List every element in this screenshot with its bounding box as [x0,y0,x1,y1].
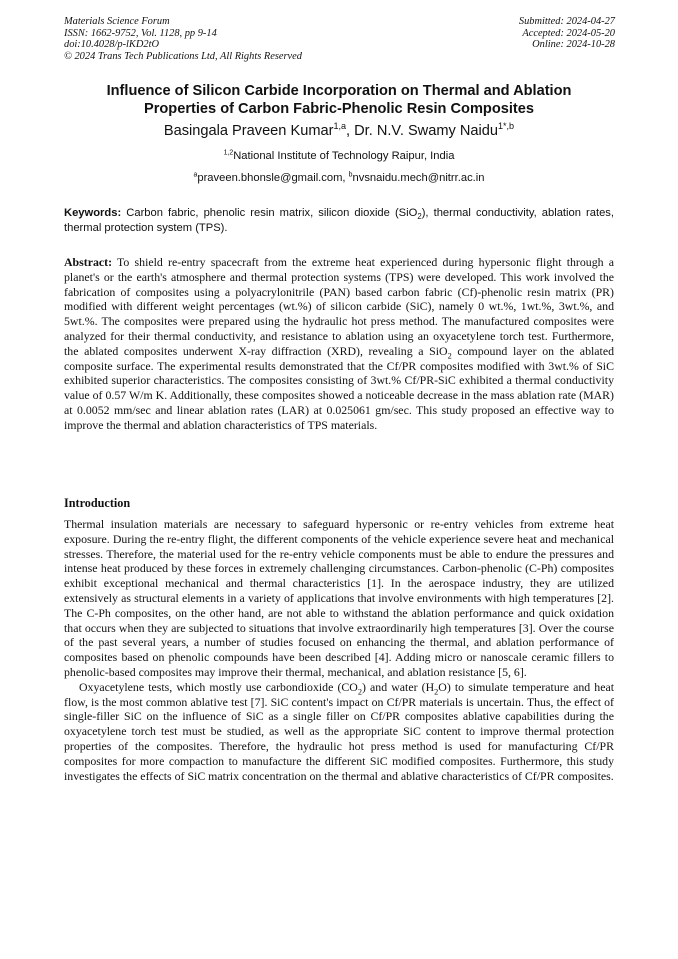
abstract-label: Abstract: [64,255,113,269]
intro-p2-text-b: ) and water (H [361,679,435,694]
author-emails [40,172,638,185]
email-a-mark: a [193,171,198,179]
author-1-affil-mark: 1,a [333,121,347,132]
journal-name: Materials Science Forum [64,16,170,27]
affiliation-mark: 1,2 [223,149,234,157]
intro-p2-text-c: O) to simulate temperature and heat flow, is the most common ablative test [7]. SiC content's impact on Cf/PR materials is uncertain. Thus, the effect of single-filler SiC on the influence of SiC as a single filler on Cf/PR composites ablative capabilities during the oxyacetylene torch test must be studied, as well as the appropriate SiC content to improve thermal protection properties of the composites. Therefore, the hydraulic hot press method is used for manufacturing Cf/PR composites for more compaction to manufacture the different SiC modified composites. Furthermore, this study investigates the effects of SiC matrix concentration on the thermal and ablative characteristics of Cf/PR composites. [64,679,614,783]
abstract-section [64,255,614,433]
author-2-affil-mark: 1*,b [497,121,515,132]
email-a[interactable]: praveen.bhonsle@gmail.com, [197,172,349,184]
email-b[interactable]: nvsnaidu.mech@nitrr.ac.in [352,172,485,184]
abstract-subscript: 2 [447,351,452,361]
keywords-label: Keywords: [64,207,122,219]
keywords-text-1: Carbon fabric, phenolic resin matrix, silicon dioxide (SiO [121,207,418,219]
author-list [40,123,638,140]
author-1: Basingala Praveen Kumar [163,123,334,139]
abstract-text-1: To shield re-entry spacecraft from the extreme heat experienced during hypersonic flight through a planet's or the earth's atmosphere and thermal protection systems (TPS) were developed. This work involved the fabrication of composites using a polyacrylonitrile (PAN) based carbon fabric (Cf)-phenolic resin matrix (PR) modified with different weight percentages (wt.%) of silicon carbide (SiC), namely 0 wt.%, 1wt.%, 3wt.%, and 5wt.%. The composites were prepared using the hydraulic hot press method. The manufactured composites were analyzed for their thermal conductivity, and resistance to ablation using an oxyacetylene torch test. Furthermore, the ablated composites underwent X-ray diffraction (XRD), revealing a SiO [64,255,614,358]
keywords-section [64,206,614,235]
title-line-2: Properties of Carbon Fabric-Phenolic Resin Composites [143,100,535,117]
email-b-mark: b [348,171,353,179]
title-line-1: Influence of Silicon Carbide Incorporation on Thermal and Ablation [106,83,572,99]
online-date: Online: 2024-10-28 [532,39,615,51]
introduction-heading: Introduction [64,496,131,510]
publication-dates [519,16,615,51]
doi[interactable]: doi:10.4028/p-lKD2tO [64,39,159,51]
keywords-subscript: 2 [417,212,422,222]
intro-p2-subscript-1: 2 [357,687,362,697]
paper-title [40,83,638,118]
copyright: © 2024 Trans Tech Publications Ltd, All Rights Reserved [64,50,302,62]
intro-paragraph-2 [64,680,614,784]
submitted-date: Submitted: 2024-04-27 [518,16,615,27]
issn-volume: ISSN: 1662-9752, Vol. 1128, pp 9-14 [64,27,217,39]
intro-p2-text-a: Oxyacetylene tests, which mostly use carbondioxide (CO [79,679,358,694]
accepted-date: Accepted: 2024-05-20 [522,27,615,39]
author-separator: , [346,123,355,139]
introduction-body [64,517,614,783]
abstract-text-2: compound layer on the ablated composite surface. The experimental results demonstrated that the Cf/PR composites modified with 3wt.% of SiC exhibited superior characteristics. The composites consisting of 3wt.% Cf/PR-SiC exhibited a thermal conductivity value of 0.57 W/m K. Additionally, these composites showed a noticeable decrease in the mass ablation rate (MAR) at 0.0052 mm/sec and linear ablation rates (LAR) at 0.025061 gm/sec. This study proposed an effective way to improve the thermal and ablation characteristics of TPS materials. [64,343,615,432]
author-2: Dr. N.V. Swamy Naidu [354,123,498,139]
intro-paragraph-1: Thermal insulation materials are necessary to safeguard hypersonic or re-entry vehicles from extreme heat exposure. During the re-entry flight, the different components of the vehicle experience severe heat and mechanical stresses. Therefore, the material used for the re-entry vehicle components must be able to endure the pressures and intense heat produced by these forces in extremely challenging circumstances. Carbon-phenolic (C-Ph) composites exhibit exceptional mechanical and thermal characteristics [1]. In the aerospace industry, they are utilized extensively as structural elements in a variety of applications that involve environments with high temperatures [2]. The C-Ph composites, on the other hand, are not able to withstand the ablation performance and quick oxidation that occurs when they are subjected to situations that involve extraordinarily high temperatures [3]. Over the course of the past several years, a number of studies focused on enhancing the thermal, and ablation performance of composites based on phenolic compounds have been described [4]. Adding micro or nanoscale ceramic fillers to phenolic-based composites may improve their thermal, mechanical, and ablation resistance [5, 6]. [64,517,614,679]
intro-p2-subscript-2: 2 [434,687,439,697]
affiliation [40,150,638,163]
publication-info [64,16,302,62]
keywords-text-2: ), thermal conductivity, ablation rates, thermal protection system (TPS). [64,207,614,234]
affiliation-text: National Institute of Technology Raipur, India [233,150,455,162]
